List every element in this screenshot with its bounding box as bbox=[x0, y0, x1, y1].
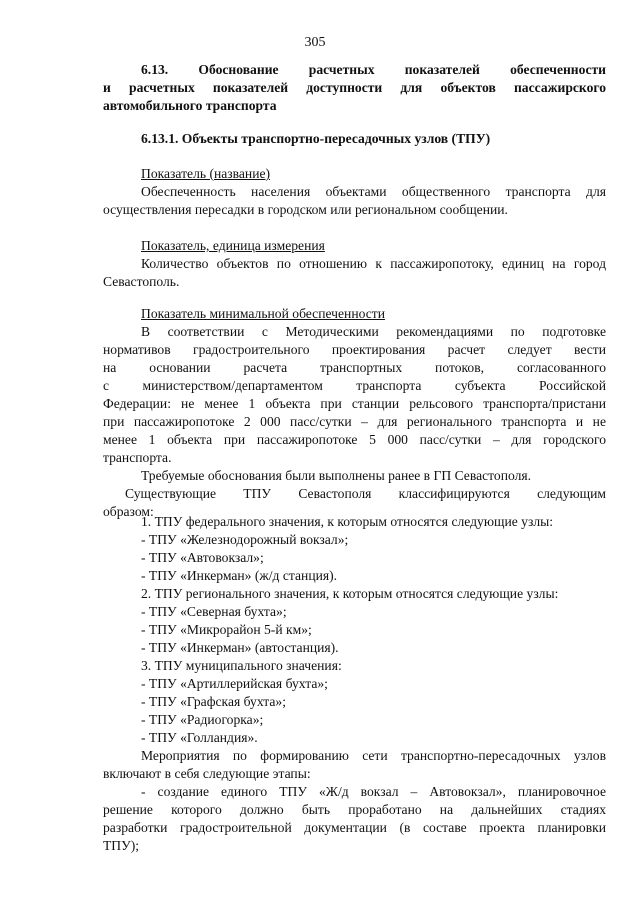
subsection-heading: 6.13.1. Объекты транспортно-пересадочных узлов (ТПУ) bbox=[141, 131, 491, 146]
indicator-min-line8: транспорта. bbox=[103, 450, 172, 465]
measures-block bbox=[103, 747, 606, 855]
indicator-min-line4: с министерством/департаментом транспорта субъекта Российской bbox=[103, 378, 606, 393]
indicator-min-line3: на основании расчета транспортных потоков, согласованного bbox=[103, 360, 606, 375]
list-item: 1. ТПУ федерального значения, к которым относятся следующие узлы: bbox=[141, 514, 554, 529]
list-item: - ТПУ «Артиллерийская бухта»; bbox=[141, 676, 328, 691]
list-item: - ТПУ «Инкерман» (автостанция). bbox=[141, 640, 339, 655]
indicator-min-line5: Федерации: не менее 1 объекта при станции рельсового транспорта/пристани bbox=[103, 396, 606, 411]
indicator-name-text: Обеспеченность населения объектами общественного транспорта для осуществления пересадки в городском или региональном сообщении. bbox=[103, 184, 606, 217]
list-item: 3. ТПУ муниципального значения: bbox=[141, 658, 342, 673]
section-heading bbox=[103, 61, 606, 115]
indicator-unit-text: Количество объектов по отношению к пассажиропотоку, единиц на город Севастополь. bbox=[103, 256, 606, 289]
indicator-min-p2: Требуемые обоснования были выполнены ранее в ГП Севастополя. bbox=[141, 468, 532, 483]
list-item: - ТПУ «Голландия». bbox=[141, 730, 258, 745]
indicator-unit-label: Показатель, единица измерения bbox=[141, 238, 325, 253]
measures-item1-line1: - создание единого ТПУ «Ж/д вокзал – Автовокзал», планировочное bbox=[141, 784, 606, 799]
section-heading-line1: 6.13. Обоснование расчетных показателей обеспеченности bbox=[103, 61, 606, 79]
section-heading-line2: и расчетных показателей доступности для объектов пассажирского bbox=[103, 80, 606, 95]
indicator-unit-block bbox=[103, 237, 606, 291]
section-number: 6.13. bbox=[141, 62, 169, 77]
measures-item1-line3: разработки градостроительной документации (в составе проекта планировки bbox=[103, 820, 606, 835]
indicator-min-line1: В соответствии с Методическими рекомендациями по подготовке bbox=[141, 324, 606, 339]
indicator-min-p3-line1: Существующие ТПУ Севастополя классифицируются следующим bbox=[125, 486, 606, 501]
classification-list bbox=[103, 513, 606, 747]
measures-item1-line2: решение которого должно быть проработано на дальнейших стадиях bbox=[103, 802, 606, 817]
indicator-min-block bbox=[103, 305, 606, 521]
measures-item1-line4: ТПУ); bbox=[103, 838, 140, 853]
section-heading-line3: автомобильного транспорта bbox=[103, 98, 277, 113]
list-item: - ТПУ «Инкерман» (ж/д станция). bbox=[141, 568, 338, 583]
list-item: - ТПУ «Графская бухта»; bbox=[141, 694, 286, 709]
list-item: - ТПУ «Северная бухта»; bbox=[141, 604, 287, 619]
indicator-name-label: Показатель (название) bbox=[141, 166, 271, 181]
page-number: 305 bbox=[304, 35, 326, 50]
list-item: - ТПУ «Железнодорожный вокзал»; bbox=[141, 532, 349, 547]
measures-line2: включают в себя следующие этапы: bbox=[103, 766, 311, 781]
list-item: - ТПУ «Радиогорка»; bbox=[141, 712, 264, 727]
indicator-min-label: Показатель минимальной обеспеченности bbox=[141, 306, 385, 321]
indicator-name-block bbox=[103, 165, 606, 219]
indicator-min-line7: менее 1 объекта при пассажиропотоке 5 000 пасс/сутки – для городского bbox=[103, 432, 606, 447]
measures-line1: Мероприятия по формированию сети транспортно-пересадочных узлов bbox=[141, 748, 606, 763]
indicator-min-line2: нормативов градостроительного проектирования расчет следует вести bbox=[103, 342, 606, 357]
list-item: - ТПУ «Микрорайон 5-й км»; bbox=[141, 622, 312, 637]
indicator-min-p3-line2: образом: bbox=[103, 504, 154, 519]
indicator-min-line6: при пассажиропотоке 2 000 пасс/сутки – для регионального транспорта и не bbox=[103, 414, 606, 429]
list-item: 2. ТПУ регионального значения, к которым относятся следующие узлы: bbox=[141, 586, 559, 601]
list-item: - ТПУ «Автовокзал»; bbox=[141, 550, 264, 565]
